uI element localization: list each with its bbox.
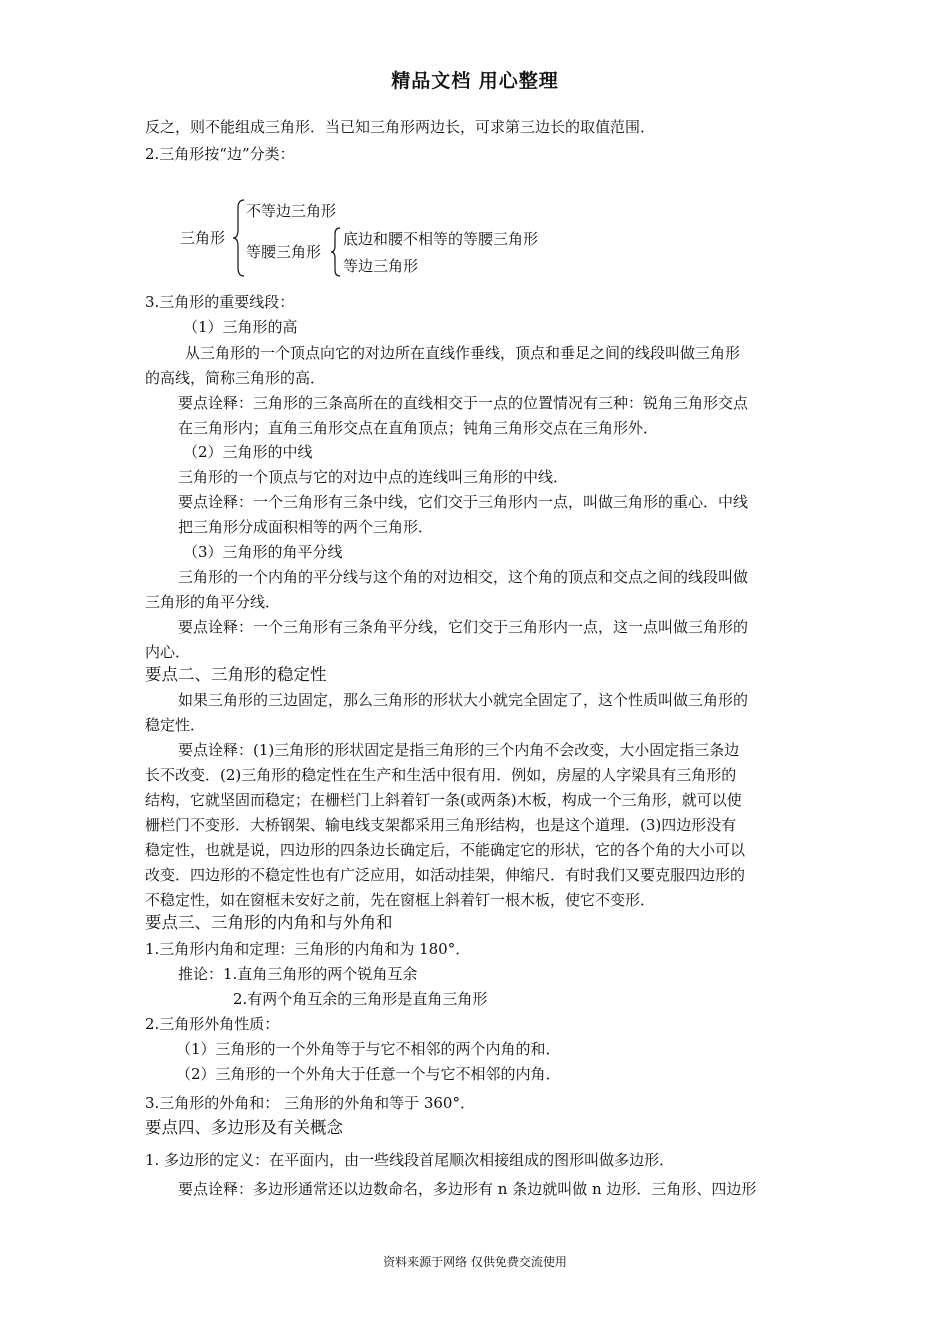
text-line: 改变．四边形的不稳定性也有广泛应用，如活动挂架，伸缩尺．有时我们又要克服四边形的 <box>145 866 746 884</box>
classification-isosceles-nonequilateral: 底边和腰不相等的等腰三角形 <box>343 230 539 248</box>
text-line: 稳定性，也就是说，四边形的四条边长确定后，不能确定它的形状，它的各个角的大小可以 <box>145 841 746 859</box>
text-line: 栅栏门不变形．大桥钢架、输电线支架都采用三角形结构，也是这个道理．(3)四边形没有 <box>145 816 737 834</box>
sub-heading: （1）三角形的高 <box>183 318 298 336</box>
text-line: 1.三角形内角和定理：三角形的内角和为 180°． <box>145 940 471 958</box>
text-line: 长不改变．(2)三角形的稳定性在生产和生活中很有用．例如，房屋的人字梁具有三角形的 <box>145 766 737 784</box>
text-line: 2.三角形按“边”分类： <box>145 145 295 163</box>
classification-scalene: 不等边三角形 <box>246 202 337 220</box>
text-line: 稳定性． <box>145 716 206 734</box>
text-line: 内心． <box>145 643 191 661</box>
text-line: 2.三角形外角性质： <box>145 1015 280 1033</box>
text-line: 要点诠释：(1)三角形的形状固定是指三角形的三个内角不会改变，大小固定指三条边 <box>178 741 740 759</box>
text-line: 的高线，简称三角形的高． <box>145 369 326 387</box>
text-line: 推论：1.直角三角形的两个锐角互余 <box>178 965 418 983</box>
text-line: 要点诠释：一个三角形有三条中线，它们交于三角形内一点，叫做三角形的重心．中线 <box>178 493 749 511</box>
text-line: 要点诠释：三角形的三条高所在的直线相交于一点的位置情况有三种：锐角三角形交点 <box>178 394 749 412</box>
page-footer: 资料来源于网络 仅供免费交流使用 <box>383 1255 567 1269</box>
section-heading: 要点四、多边形及有关概念 <box>145 1118 343 1137</box>
text-line: 结构，它就坚固而稳定；在栅栏门上斜着钉一条(或两条)木板，构成一个三角形，就可以使 <box>145 791 742 809</box>
text-line: 三角形的一个内角的平分线与这个角的对边相交，这个角的顶点和交点之间的线段叫做 <box>178 568 749 586</box>
text-line: 不稳定性，如在窗框未安好之前，先在窗框上斜着钉一根木板，使它不变形． <box>145 891 656 909</box>
text-line: （1）三角形的一个外角等于与它不相邻的两个内角的和． <box>176 1040 561 1058</box>
page-header: 精品文档 用心整理 <box>391 70 559 92</box>
classification-isosceles: 等腰三角形 <box>246 243 322 261</box>
classification-root: 三角形 <box>180 229 226 247</box>
text-line: 1. 多边形的定义：在平面内，由一些线段首尾顺次相接组成的图形叫做多边形． <box>145 1151 675 1169</box>
small-brace-icon <box>330 226 342 278</box>
text-line: 三角形的一个顶点与它的对边中点的连线叫三角形的中线． <box>178 468 569 486</box>
text-line: 在三角形内；直角三角形交点在直角顶点；钝角三角形交点在三角形外． <box>178 419 659 437</box>
sub-heading: （2）三角形的中线 <box>183 443 313 461</box>
classification-equilateral: 等边三角形 <box>343 257 419 275</box>
text-line: 反之，则不能组成三角形．当已知三角形两边长，可求第三边长的取值范围． <box>145 118 656 136</box>
text-line: （2）三角形的一个外角大于任意一个与它不相邻的内角． <box>176 1065 561 1083</box>
sub-heading: （3）三角形的角平分线 <box>183 543 343 561</box>
text-line: 要点诠释：多边形通常还以边数命名，多边形有 n 条边就叫做 n 边形．三角形、四边形 <box>178 1180 757 1198</box>
text-line: 从三角形的一个顶点向它的对边所在直线作垂线，顶点和垂足之间的线段叫做三角形 <box>185 344 741 362</box>
text-line: 3.三角形的外角和： 三角形的外角和等于 360°． <box>145 1094 475 1112</box>
text-line: 三角形的角平分线． <box>145 593 281 611</box>
text-line: 要点诠释：一个三角形有三条角平分线，它们交于三角形内一点，这一点叫做三角形的 <box>178 618 749 636</box>
text-line: 3.三角形的重要线段： <box>145 293 295 311</box>
big-brace-icon <box>232 198 246 278</box>
section-heading: 要点三、三角形的内角和与外角和 <box>145 913 393 932</box>
text-line: 2.有两个角互余的三角形是直角三角形 <box>233 990 488 1008</box>
text-line: 如果三角形的三边固定，那么三角形的形状大小就完全固定了，这个性质叫做三角形的 <box>178 691 749 709</box>
section-heading: 要点二、三角形的稳定性 <box>145 665 327 684</box>
text-line: 把三角形分成面积相等的两个三角形． <box>178 518 434 536</box>
